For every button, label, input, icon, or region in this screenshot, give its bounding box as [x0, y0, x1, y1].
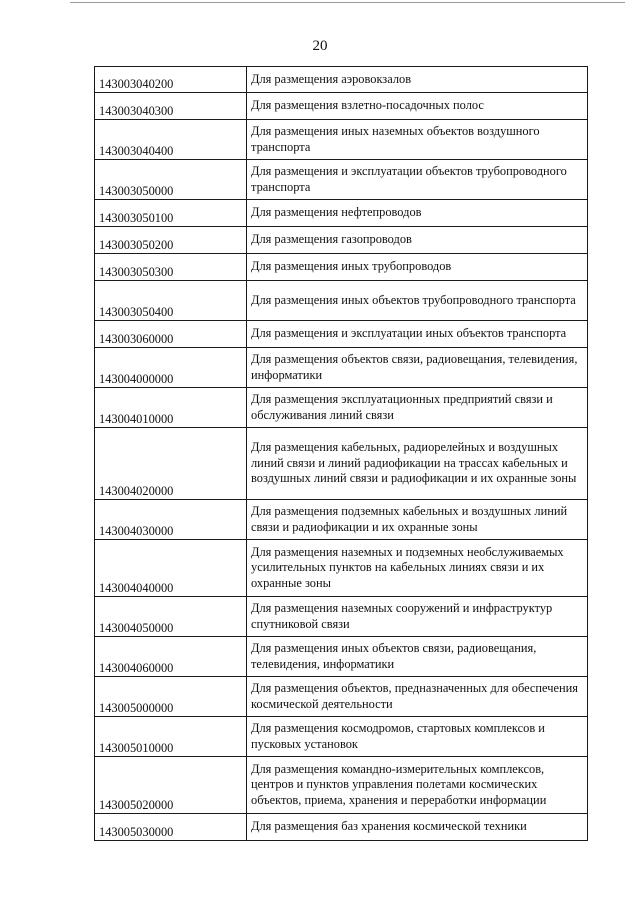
row-code: 143003050300	[95, 254, 247, 281]
table-row	[95, 814, 588, 841]
row-code: 143003050100	[95, 200, 247, 227]
row-description: Для размещения иных наземных объектов воздушного транспорта	[247, 120, 588, 160]
row-code: 143004040000	[95, 540, 247, 597]
land-use-code-table	[94, 66, 588, 841]
row-code: 143003050400	[95, 281, 247, 321]
table-row	[95, 67, 588, 93]
row-code: 143004060000	[95, 637, 247, 677]
row-description: Для размещения наземных и подземных необслуживаемых усилительных пунктов на кабельных линиях связи и их охранные зоны	[247, 540, 588, 597]
table-body	[95, 67, 588, 841]
table-row	[95, 677, 588, 717]
row-description: Для размещения газопроводов	[247, 227, 588, 254]
row-description: Для размещения взлетно-посадочных полос	[247, 93, 588, 120]
row-code: 143003040400	[95, 120, 247, 160]
table-row	[95, 281, 588, 321]
row-description: Для размещения наземных сооружений и инфраструктур спутниковой связи	[247, 597, 588, 637]
row-code: 143004000000	[95, 348, 247, 388]
page-number: 20	[312, 38, 328, 54]
table-row	[95, 597, 588, 637]
row-code: 143003050000	[95, 160, 247, 200]
row-description: Для размещения командно-измерительных комплексов, центров и пунктов управления полетами космических объектов, приема, хранения и переработки информации	[247, 757, 588, 814]
row-description: Для размещения космодромов, стартовых комплексов и пусковых установок	[247, 717, 588, 757]
row-description: Для размещения иных трубопроводов	[247, 254, 588, 281]
row-description: Для размещения кабельных, радиорелейных и воздушных линий связи и линий радиофикации на трассах кабельных и воздушных линий связи и радиофикации и их охранные зоны	[247, 428, 588, 500]
row-code: 143004050000	[95, 597, 247, 637]
table-row	[95, 388, 588, 428]
row-code: 143005000000	[95, 677, 247, 717]
table-row	[95, 637, 588, 677]
table-row	[95, 227, 588, 254]
table-row	[95, 348, 588, 388]
row-description: Для размещения подземных кабельных и воздушных линий связи и радиофикации и их охранные зоны	[247, 500, 588, 540]
row-description: Для размещения объектов, предназначенных для обеспечения космической деятельности	[247, 677, 588, 717]
row-description: Для размещения эксплуатационных предприятий связи и обслуживания линий связи	[247, 388, 588, 428]
row-description: Для размещения иных объектов трубопроводного транспорта	[247, 281, 588, 321]
row-description: Для размещения объектов связи, радиовещания, телевидения, информатики	[247, 348, 588, 388]
row-code: 143003050200	[95, 227, 247, 254]
row-description: Для размещения и эксплуатации иных объектов транспорта	[247, 321, 588, 348]
row-description: Для размещения иных объектов связи, радиовещания, телевидения, информатики	[247, 637, 588, 677]
row-description: Для размещения аэровокзалов	[247, 67, 588, 93]
table-row	[95, 200, 588, 227]
table-row	[95, 93, 588, 120]
row-description: Для размещения и эксплуатации объектов трубопроводного транспорта	[247, 160, 588, 200]
row-code: 143005020000	[95, 757, 247, 814]
table-row	[95, 757, 588, 814]
row-code: 143004010000	[95, 388, 247, 428]
table-row	[95, 428, 588, 500]
row-code: 143004020000	[95, 428, 247, 500]
row-description: Для размещения баз хранения космической техники	[247, 814, 588, 841]
table-row	[95, 120, 588, 160]
table-row	[95, 717, 588, 757]
row-code: 143003060000	[95, 321, 247, 348]
table-row	[95, 160, 588, 200]
row-code: 143004030000	[95, 500, 247, 540]
row-code: 143005010000	[95, 717, 247, 757]
table-row	[95, 321, 588, 348]
table-row	[95, 254, 588, 281]
row-description: Для размещения нефтепроводов	[247, 200, 588, 227]
row-code: 143003040200	[95, 67, 247, 93]
table-row	[95, 500, 588, 540]
row-code: 143003040300	[95, 93, 247, 120]
table-row	[95, 540, 588, 597]
row-code: 143005030000	[95, 814, 247, 841]
top-edge-line	[70, 2, 625, 3]
